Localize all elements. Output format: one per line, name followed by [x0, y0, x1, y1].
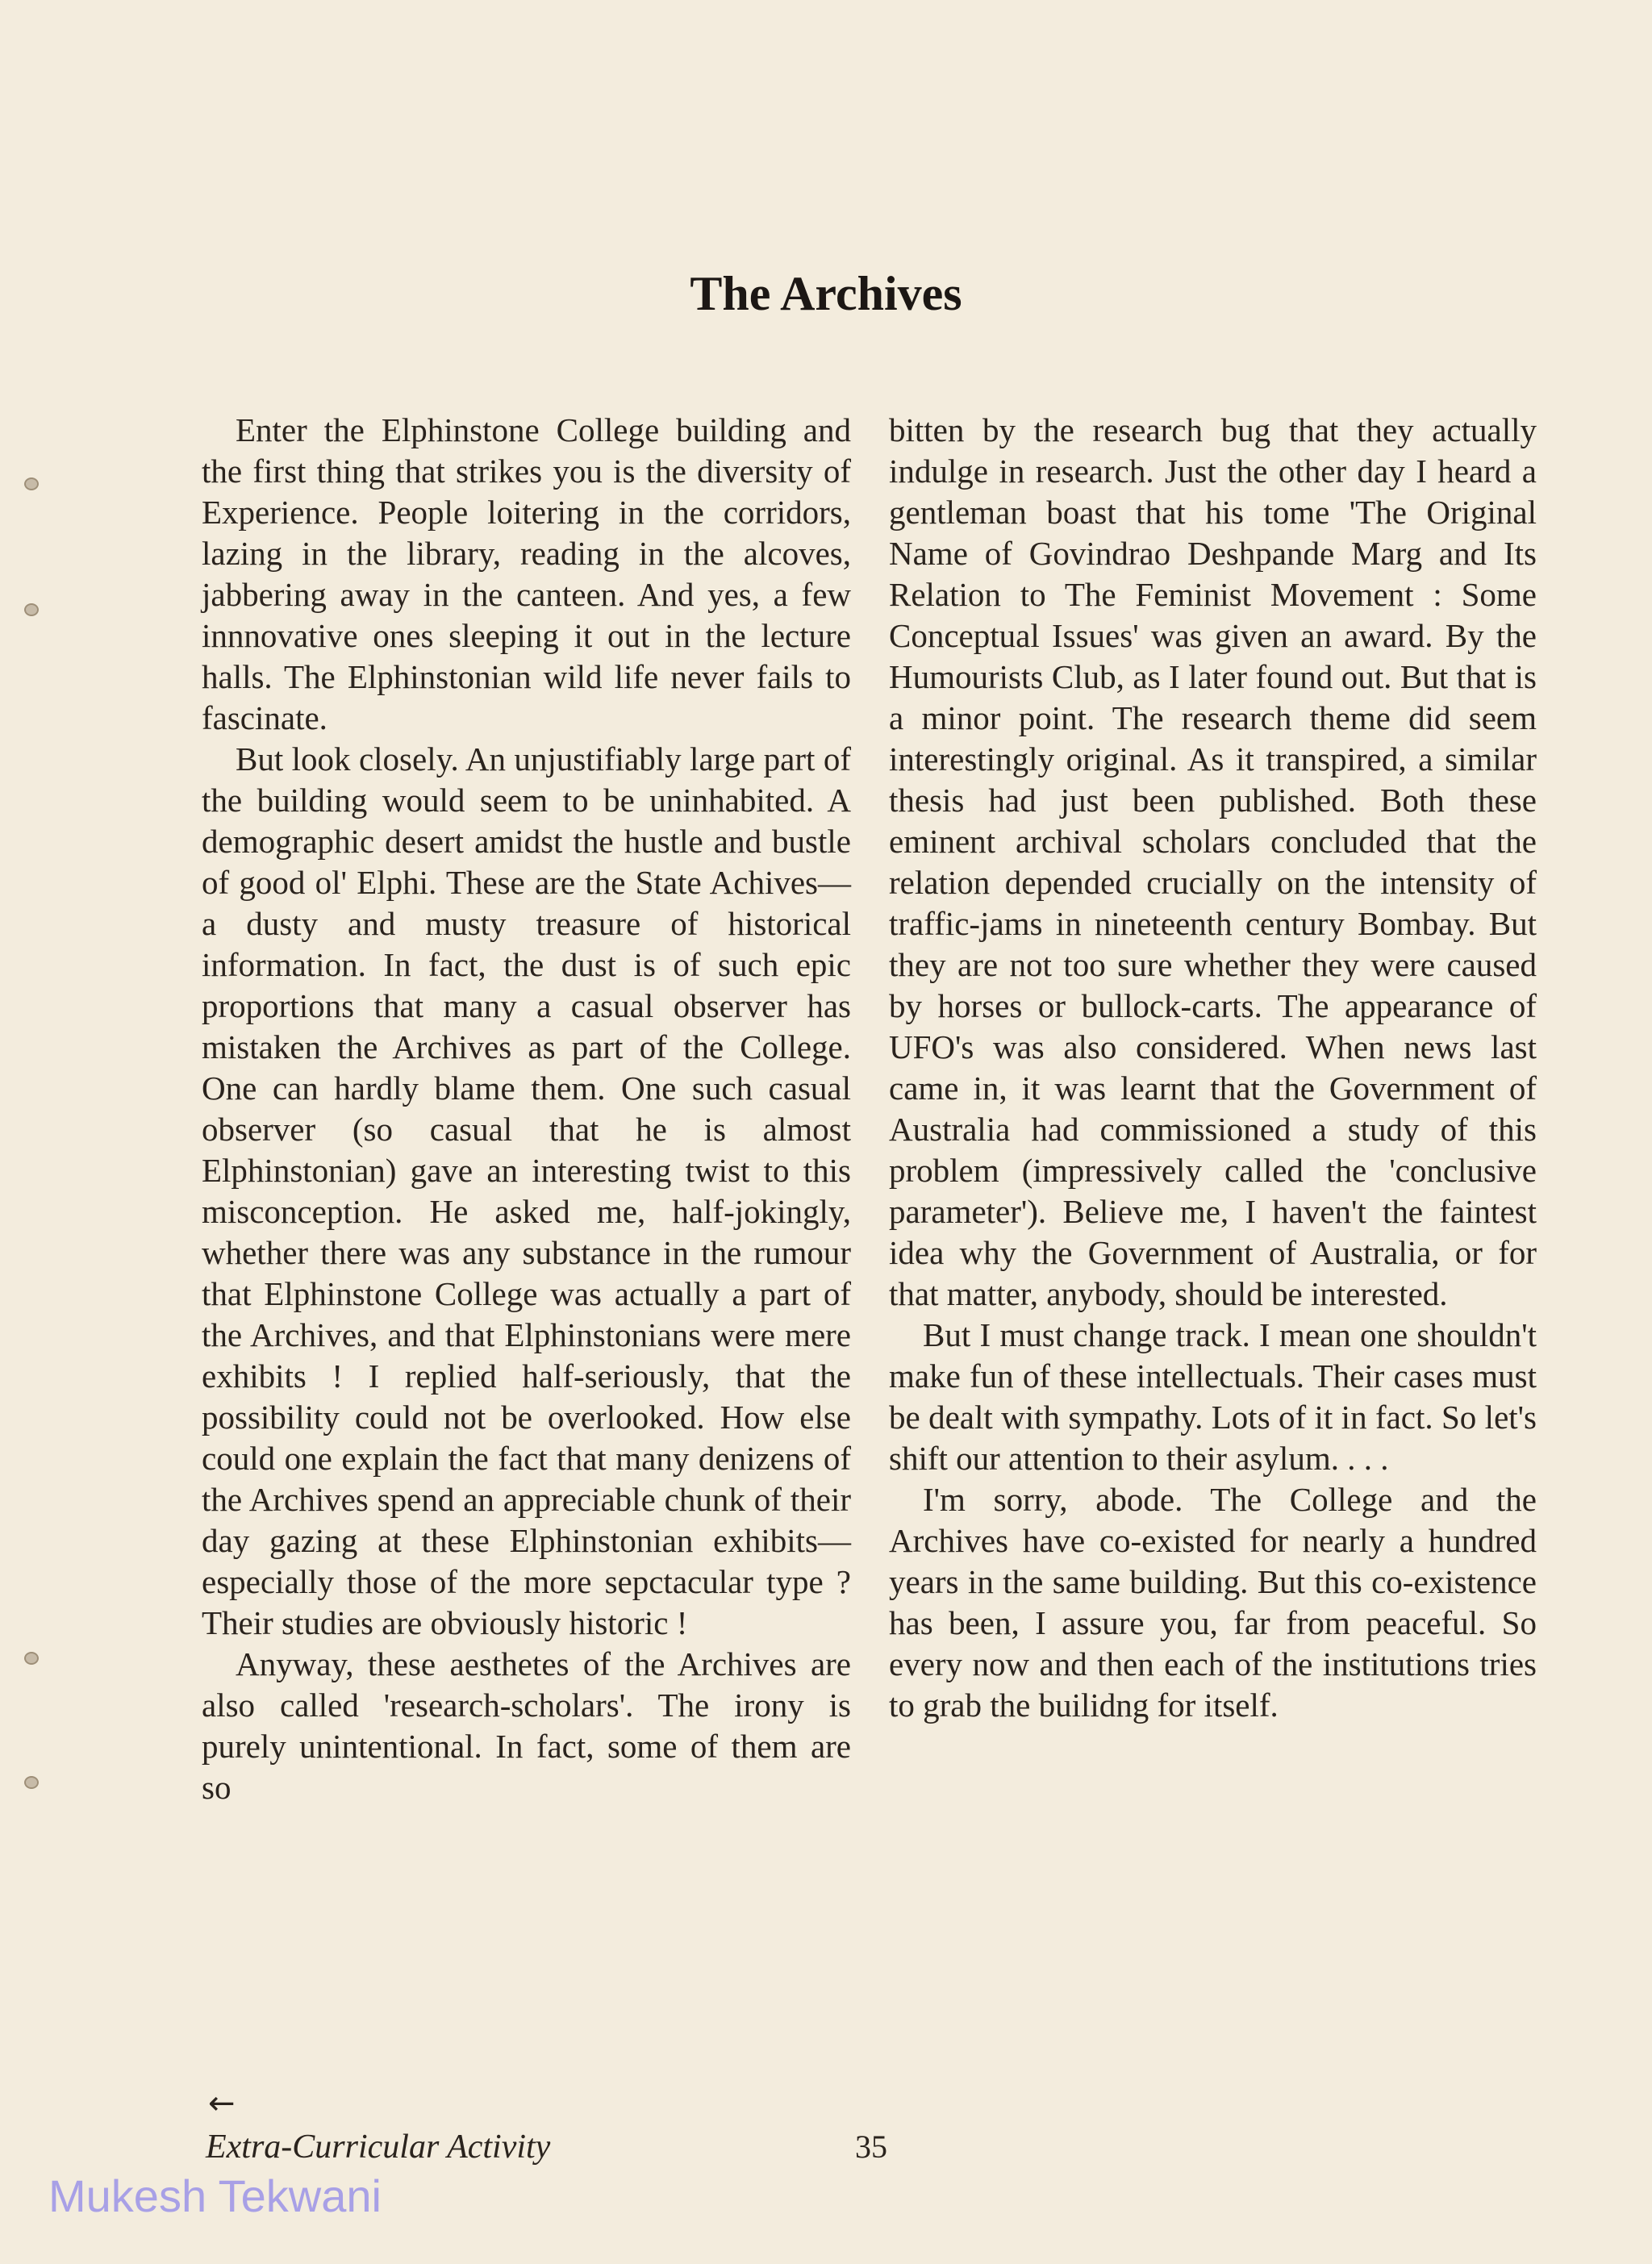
paragraph: But look closely. An unjustifiably large part of the building would seem to be uninhabited. A demographic desert amidst the hustle and bustle of good ol' Elphi. These are the State Achives—a dusty and musty treasure of historical information. In fact, the dust is of such epic proportions that many a casual observer has mistaken the Archives as part of the College. One can hardly blame them. One such casual observer (so casual that he is almost Elphinstonian) gave an interesting twist to this misconception. He asked me, half-jokingly, whether there was any substance in the rumour that Elphinstone College was actually a part of the Archives, and that Elphinstonians were mere exhibits ! I replied half-seriously, that the possibility could not be overlooked. How else could one explain the fact that many denizens of the Archives spend an appreciable chunk of their day gazing at these Elphinstonian exhibits—especially those of the more sepctacular type ? Their studies are obviously historic !	[202, 740, 851, 1641]
page-number: 35	[855, 2128, 887, 2165]
binding-hole-mark	[24, 1652, 39, 1665]
continued-arrow-icon: ←	[208, 2085, 236, 2122]
left-column	[202, 410, 851, 1808]
binding-hole-mark	[24, 603, 39, 616]
paragraph: I'm sorry, abode. The College and the Archives have co-existed for nearly a hundred years in the same building. But this co-existence has been, I assure you, far from peaceful. So every now and then each of the institutions tries to grab the builidng for itself.	[889, 1481, 1537, 1724]
paragraph: bitten by the research bug that they actually indulge in research. Just the other day I heard a gentleman boast that his tome 'The Original Name of Govindrao Deshpande Marg and Its Relation to The Feminist Movement : Some Conceptual Issues' was given an award. By the Humourists Club, as I later found out. But that is a minor point. The research theme did seem interestingly original. As it transpired, a similar thesis had just been published. Both these eminent archival scholars concluded that the relation depended crucially on the intensity of traffic-jams in nineteenth century Bombay. But they are not too sure whether they were caused by horses or bullock-carts. The appearance of UFO's was also considered. When news last came in, it was learnt that the Government of Australia had commissioned a study of this problem (impressively called the 'conclusive parameter'). Believe me, I haven't the faintest idea why the Government of Australia, or for that matter, anybody, should be interested.	[889, 411, 1537, 1312]
watermark: Mukesh Tekwani	[48, 2170, 382, 2221]
footer-section-label: Extra-Curricular Activity	[206, 2128, 551, 2166]
binding-hole-mark	[24, 1776, 39, 1789]
paragraph: But I must change track. I mean one shouldn't make fun of these intellectuals. Their cases must be dealt with sympathy. Lots of it in fact. So let's shift our attention to their asylum. . . .	[889, 1316, 1537, 1477]
right-column	[889, 410, 1537, 1726]
paragraph: Enter the Elphinstone College building and the first thing that strikes you is the diversity of Experience. People loitering in the corridors, lazing in the library, reading in the alcoves, jabbering away in the canteen. And yes, a few innnovative ones sleeping it out in the lecture halls. The Elphinstonian wild life never fails to fascinate.	[202, 411, 851, 736]
article-title: The Archives	[690, 267, 962, 320]
binding-hole-mark	[24, 477, 39, 490]
paragraph: Anyway, these aesthetes of the Archives are also called 'research-scholars'. The irony is purely unintentional. In fact, some of them are so	[202, 1645, 851, 1806]
